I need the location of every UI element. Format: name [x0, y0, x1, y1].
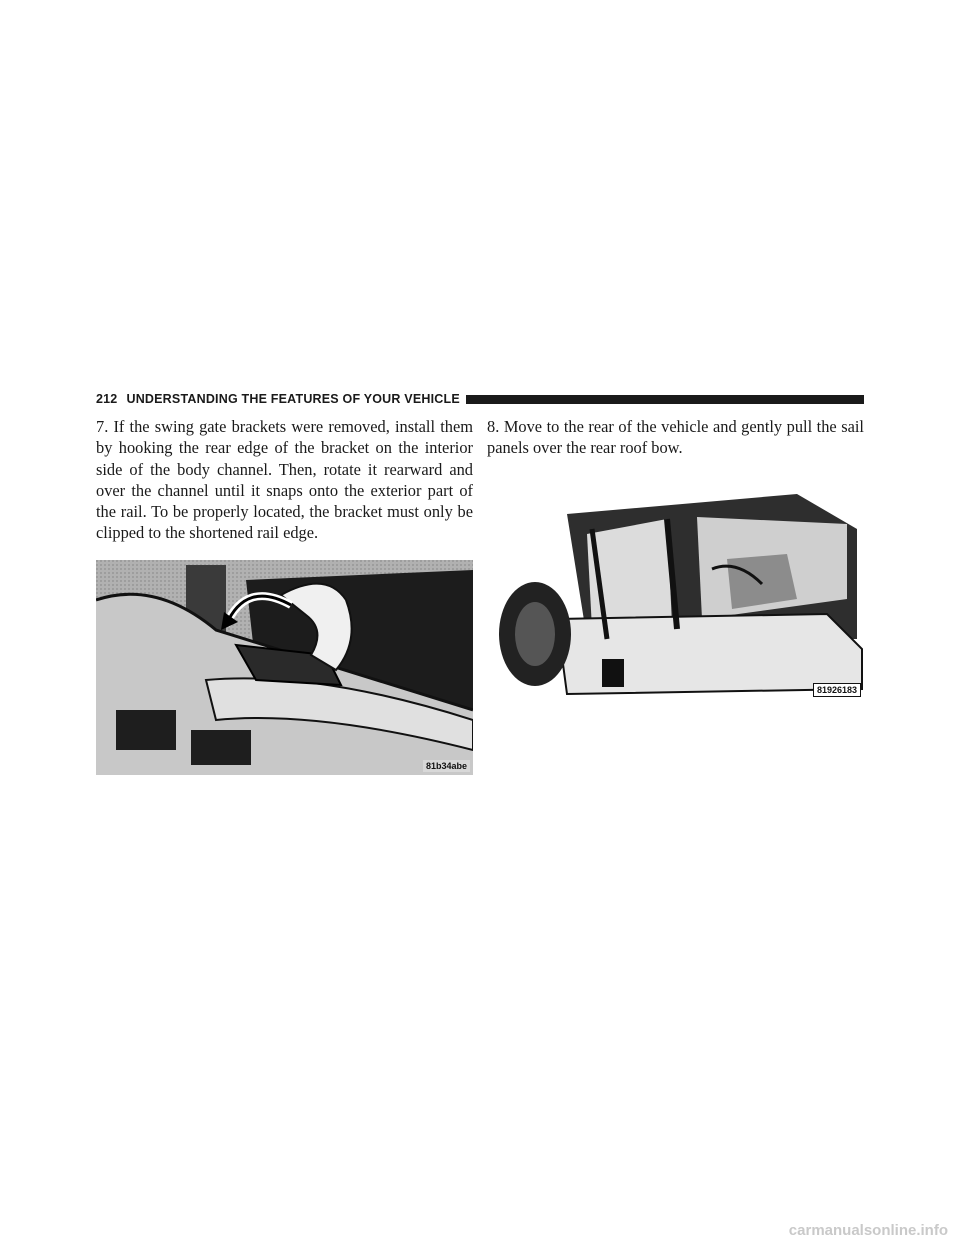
section-title: UNDERSTANDING THE FEATURES OF YOUR VEHICLE	[126, 392, 460, 406]
right-column	[487, 416, 864, 459]
figure-label-left: 81b34abe	[423, 760, 470, 772]
step-7-paragraph: 7. If the swing gate brackets were removed, install them by hooking the rear edge of the bracket on the interior side of the body channel. Then, rotate it rearward and over the channel until it snaps onto the exterior part of the rail. To be properly located, the bracket must only be clipped to the shortened rail edge.	[96, 417, 473, 543]
header-rule	[466, 395, 864, 404]
vehicle-drawing	[497, 489, 864, 700]
soft-top-illustration	[497, 489, 864, 700]
bracket-illustration	[96, 560, 473, 775]
page-number: 212	[96, 392, 118, 406]
figure-label-right: 81926183	[813, 683, 861, 697]
watermark: carmanualsonline.info	[788, 1222, 948, 1239]
bracket-drawing	[96, 560, 473, 775]
step-8-paragraph: 8. Move to the rear of the vehicle and gently pull the sail panels over the rear roof bow.	[487, 417, 864, 458]
page-header	[96, 390, 864, 408]
left-column	[96, 416, 473, 544]
